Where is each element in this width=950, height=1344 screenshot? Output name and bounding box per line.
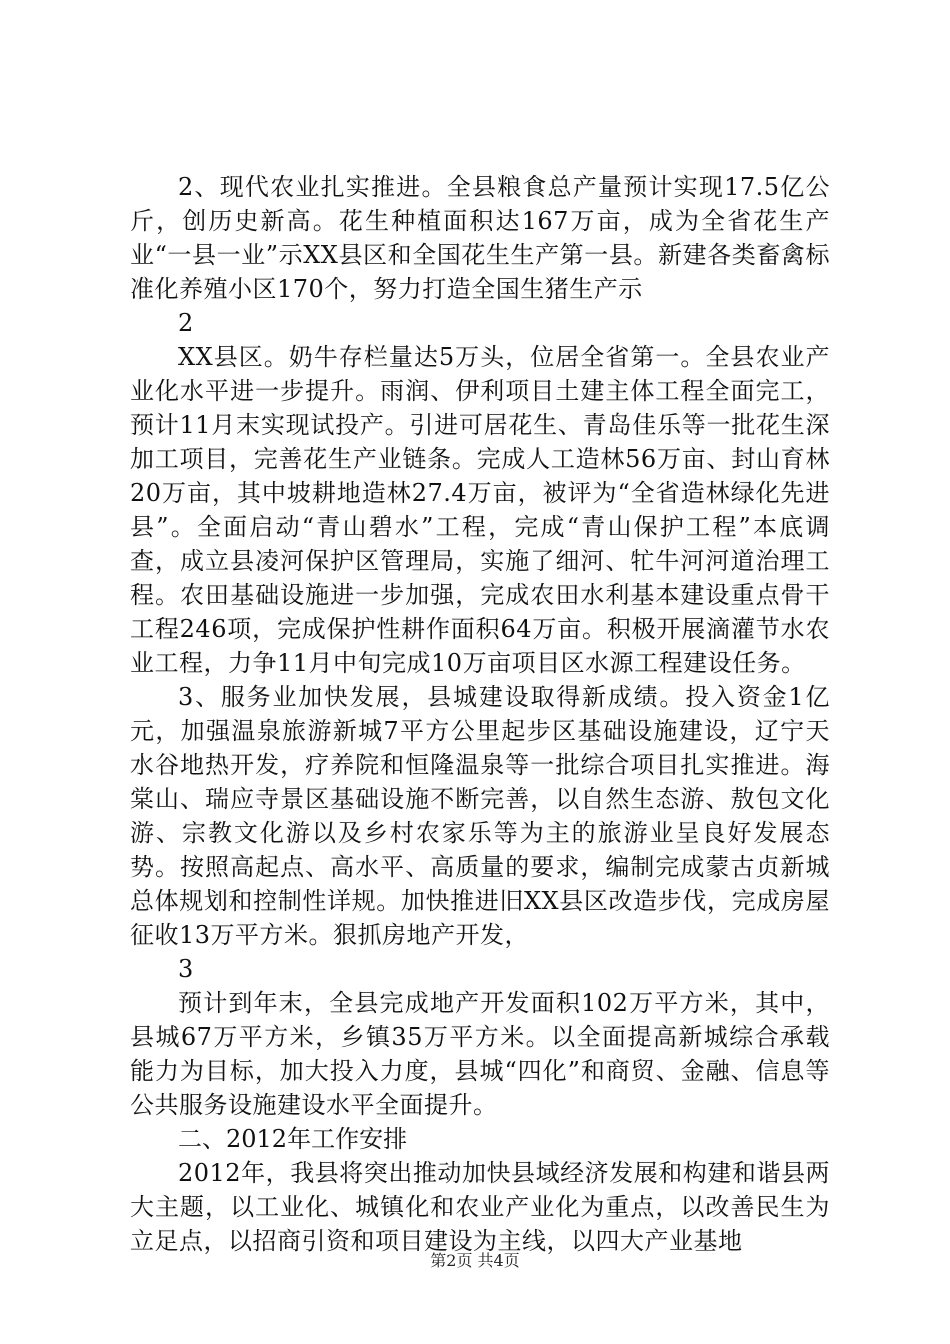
paragraph-real-estate: 预计到年末，全县完成地产开发面积102万平方米，其中，县城67万平方米，乡镇35万平方米。以全面提高新城综合承载能力为目标，加大投入力度，县城“四化”和商贸、金融、信息等公共服务设施建设水平全面提升。 [130, 989, 830, 1119]
section-heading: 二、2012年工作安排 [178, 1125, 408, 1153]
inline-page-number: 3 [178, 955, 194, 983]
page-footer: 第2页 共4页 [430, 1251, 520, 1270]
document-body [130, 170, 830, 1258]
inline-page-number: 2 [178, 309, 194, 337]
paragraph-2012-plan: 2012年，我县将突出推动加快县域经济发展和构建和谐县两大主题，以工业化、城镇化和农业产业化为重点，以改善民生为立足点，以招商引资和项目建设为主线，以四大产业基地 [130, 1159, 830, 1255]
paragraph-agriculture-continued: XX县区。奶牛存栏量达5万头，位居全省第一。全县农业产业化水平进一步提升。雨润、伊利项目土建主体工程全面完工，预计11月末实现试投产。引进可居花生、青岛佳乐等一批花生深加工项目，完善花生产业链条。完成人工造林56万亩、封山育林20万亩，其中坡耕地造林27.4万亩，被评为“全省造林绿化先进县”。全面启动“青山碧水”工程，完成“青山保护工程”本底调查，成立县凌河保护区管理局，实施了细河、牤牛河河道治理工程。农田基础设施进一步加强，完成农田水利基本建设重点骨干工程246项，完成保护性耕作面积64万亩。积极开展滴灌节水农业工程，力争11月中旬完成10万亩项目区水源工程建设任务。 [130, 343, 830, 677]
paragraph-services: 3、服务业加快发展，县城建设取得新成绩。投入资金1亿元，加强温泉旅游新城7平方公里起步区基础设施建设，辽宁天水谷地热开发，疗养院和恒隆温泉等一批综合项目扎实推进。海棠山、瑞应寺景区基础设施不断完善，以自然生态游、敖包文化游、宗教文化游以及乡村农家乐等为主的旅游业呈良好发展态势。按照高起点、高水平、高质量的要求，编制完成蒙古贞新城总体规划和控制性详规。加快推进旧XX县区改造步伐，完成房屋征收13万平方米。狠抓房地产开发， [130, 683, 830, 949]
paragraph-agriculture: 2、现代农业扎实推进。全县粮食总产量预计实现17.5亿公斤，创历史新高。花生种植面积达167万亩，成为全省花生产业“一县一业”示XX县区和全国花生生产第一县。新建各类畜禽标准化养殖小区170个，努力打造全国生猪生产示 [130, 173, 830, 303]
